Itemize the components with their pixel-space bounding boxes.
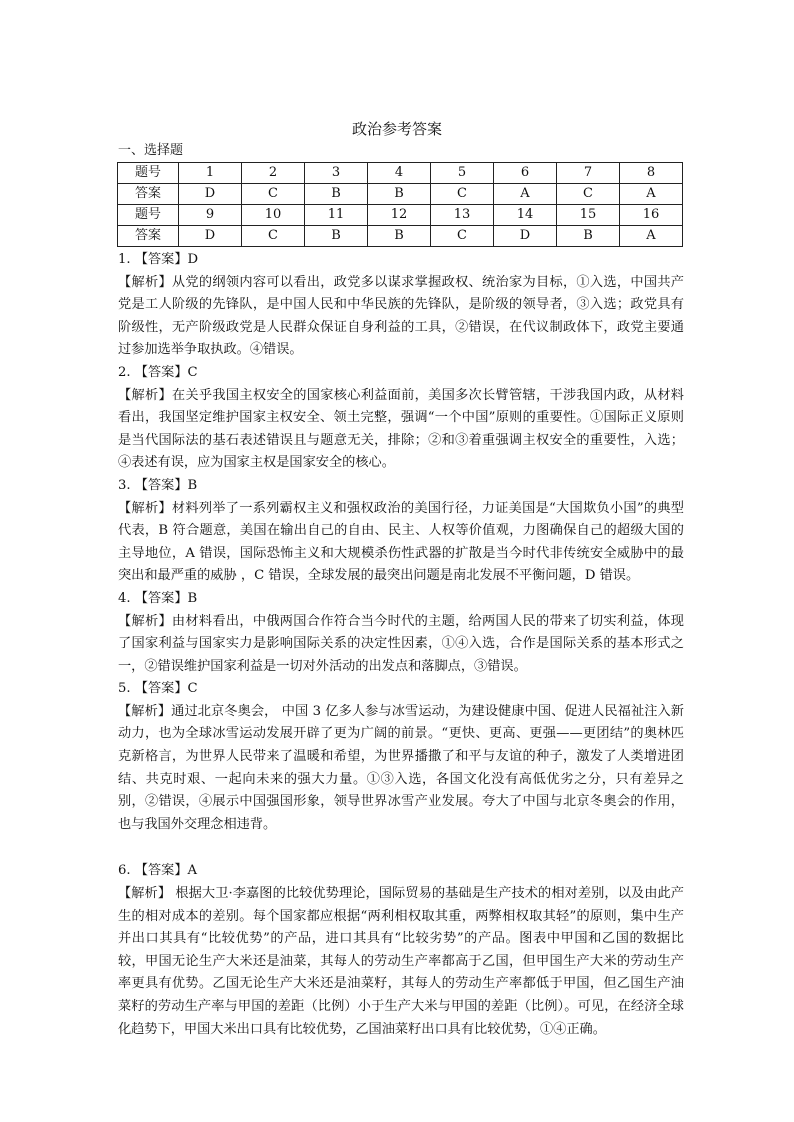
table-cell: C (431, 226, 494, 247)
table-cell: A (620, 184, 683, 205)
analysis-paragraph: 【解析】通过北京冬奥会， 中国 3 亿多人参与冰雪运动，为建设健康中国、促进人民福祉注入新动力，也为全球冰雪运动发展开辟了更为广阔的前景。“更快、更高、更强——更团结”的奥林匹克新格言，为世界人民带来了温暖和希望，为世界播撒了和平与友谊的种子，激发了人类增进团结、共克时艰、一起向未来的强大力量。①③入选，各国文化没有高低优劣之分，只有差异之别，②错误，④展示中国强国形象，领导世界冰雪产业发展。夸大了中国与北京冬奥会的作用，也与我国外交理念相违背。 (118, 703, 684, 832)
table-cell: C (242, 226, 305, 247)
table-cell: D (179, 226, 242, 247)
row-header: 题号 (118, 205, 179, 226)
answer-line: 6. 【答案】A (118, 863, 198, 879)
table-cell: 6 (494, 163, 557, 184)
answer-line: 3. 【答案】B (118, 477, 198, 493)
page-title: 政治参考答案 (351, 120, 442, 138)
table-cell: 9 (179, 205, 242, 226)
table-cell: 2 (242, 163, 305, 184)
table-cell: B (368, 184, 431, 205)
table-cell: 7 (557, 163, 620, 184)
analysis-paragraph: 【解析】由材料看出，中俄两国合作符合当今时代的主题，给两国人民的带来了切实利益，体现了国家利益与国家实力是影响国际关系的决定性因素，①④入选，合作是国际关系的基本形式之一，②错误维护国家利益是一切对外活动的出发点和落脚点，③错误。 (118, 613, 684, 674)
table-cell: A (494, 184, 557, 205)
answer-explanations (118, 249, 684, 1041)
row-header: 答案 (118, 184, 179, 205)
table-cell: 10 (242, 205, 305, 226)
table-row (118, 184, 683, 205)
table-cell: 12 (368, 205, 431, 226)
table-cell: B (305, 184, 368, 205)
analysis-paragraph: 【解析】从党的纲领内容可以看出，政党多以谋求掌握政权、统治家为目标，①入选，中国共产党是工人阶级的先锋队，是中国人民和中华民族的先锋队，是阶级的领导者，③入选；政党具有阶级性，无产阶级政党是人民群众保证自身利益的工具，②错误，在代议制政体下，政党主要通过参加选举争取执政。④错误。 (118, 274, 684, 358)
table-row (118, 226, 683, 247)
analysis-paragraph: 【解析】在关乎我国主权安全的国家核心利益面前，美国多次长臂管辖，干涉我国内政，从材料看出，我国坚定维护国家主权安全、领土完整，强调“一个中国”原则的重要性。①国际正义原则是当代国际法的基石表述错误且与题意无关，排除；②和③着重强调主权安全的重要性，入选；④表述有误，应为国家主权是国家安全的核心。 (118, 387, 684, 471)
answer-line: 5. 【答案】C (118, 681, 198, 697)
section-heading: 一、选择题 (118, 143, 184, 158)
table-cell: 1 (179, 163, 242, 184)
table-cell: 14 (494, 205, 557, 226)
table-cell: D (494, 226, 557, 247)
table-cell: 11 (305, 205, 368, 226)
answer-line: 1. 【答案】D (118, 252, 199, 267)
table-cell: B (368, 226, 431, 247)
table-cell: 13 (431, 205, 494, 226)
table-cell: B (557, 226, 620, 247)
row-header: 答案 (118, 226, 179, 247)
table-cell: D (179, 184, 242, 205)
row-header: 题号 (118, 163, 179, 184)
table-cell: 5 (431, 163, 494, 184)
table-cell: 8 (620, 163, 683, 184)
table-cell: 15 (557, 205, 620, 226)
table-cell: A (620, 226, 683, 247)
table-cell: 16 (620, 205, 683, 226)
table-cell: 4 (368, 163, 431, 184)
answer-table (117, 162, 683, 247)
table-cell: C (431, 184, 494, 205)
paragraph-gap (118, 836, 684, 860)
analysis-paragraph: 【解析】 根据大卫·李嘉图的比较优势理论，国际贸易的基础是生产技术的相对差别，以及由此产生的相对成本的差别。每个国家都应根据“两利相权取其重，两弊相权取其轻”的原则，集中生产并出口其具有“比较优势”的产品，进口其具有“比较劣势”的产品。图表中甲国和乙国的数据比较，甲国无论生产大米还是油菜，其每人的劳动生产率都高于乙国，但甲国生产大米的劳动生产率更具有优势。乙国无论生产大米还是油菜籽，其每人的劳动生产率都低于甲国，但乙国生产油菜籽的劳动生产率与甲国的差距（比例）小于生产大米与甲国的差距（比例）。可见，在经济全球化趋势下，甲国大米出口具有比较优势，乙国油菜籽出口具有比较优势，①④正确。 (118, 886, 684, 1037)
table-cell: C (242, 184, 305, 205)
table-row (118, 163, 683, 184)
answer-line: 2. 【答案】C (118, 364, 198, 380)
table-cell: B (305, 226, 368, 247)
table-row (118, 205, 683, 226)
analysis-paragraph: 【解析】材料列举了一系列霸权主义和强权政治的美国行径，力证美国是“大国欺负小国”的典型代表，B 符合题意，美国在输出自己的自由、民主、人权等价值观，力图确保自己的超级大国的主导地位，A 错误，国际恐怖主义和大规模杀伤性武器的扩散是当今时代非传统安全威胁中的最突出和最严重的威胁 ，C 错误，全球发展的最突出问题是南北发展不平衡问题，D 错误。 (118, 500, 684, 584)
answer-line: 4. 【答案】B (118, 590, 198, 606)
table-cell: 3 (305, 163, 368, 184)
table-cell: C (557, 184, 620, 205)
